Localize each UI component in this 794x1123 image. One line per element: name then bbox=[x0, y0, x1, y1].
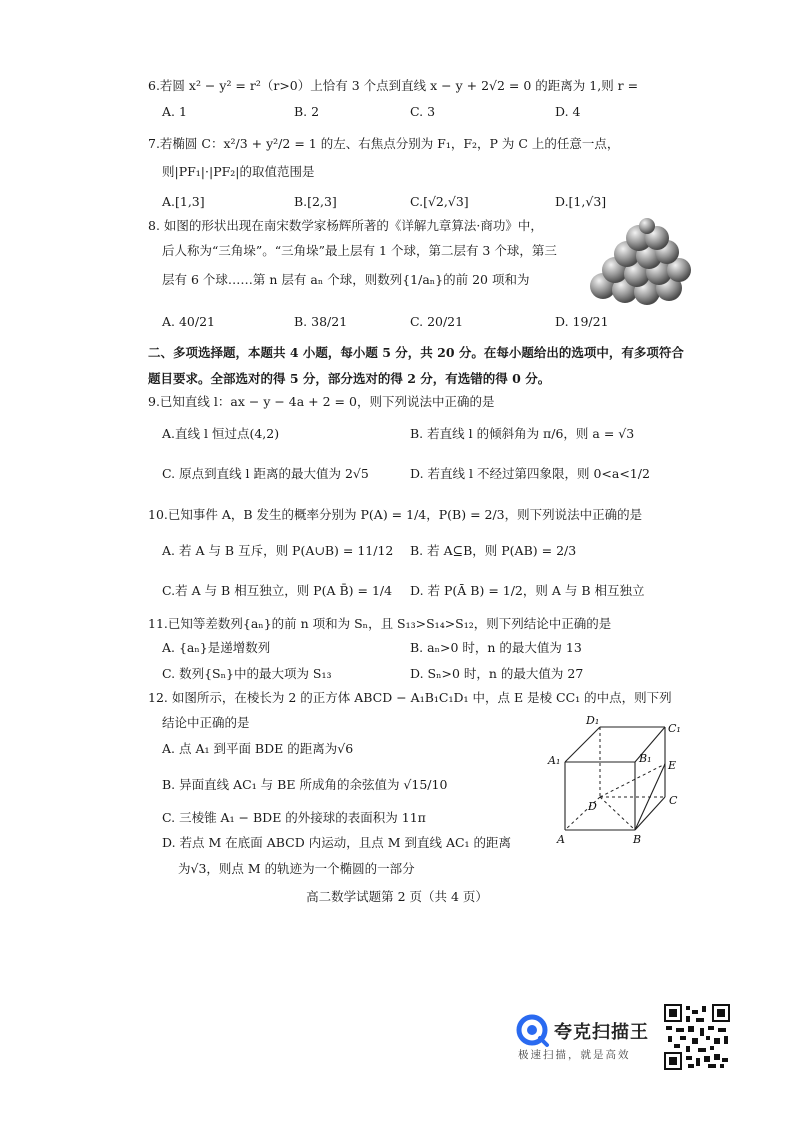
q12-option-d-line1: D. 若点 M 在底面 ABCD 内运动，且点 M 到直线 AC₁ 的距离 bbox=[162, 835, 512, 850]
cube-label-c: C bbox=[669, 794, 678, 807]
q12-option-a: A. 点 A₁ 到平面 BDE 的距离为√6 bbox=[162, 741, 354, 756]
cube-label-e: E bbox=[668, 759, 677, 772]
q6-option-d: D. 4 bbox=[555, 104, 581, 119]
q7-option-d: D.[1,√3] bbox=[555, 194, 607, 209]
cube-label-d: D bbox=[588, 800, 597, 813]
q8-option-a: A. 40/21 bbox=[162, 314, 215, 329]
q6-option-a: A. 1 bbox=[162, 104, 187, 119]
q8-option-b: B. 38/21 bbox=[294, 314, 348, 329]
cube-label-b1: B₁ bbox=[639, 752, 652, 765]
q6-option-b: B. 2 bbox=[294, 104, 320, 119]
q8-stem-line3: 层有 6 个球……第 n 层有 aₙ 个球，则数列{1/aₙ}的前 20 项和为 bbox=[162, 272, 530, 287]
q8-option-d: D. 19/21 bbox=[555, 314, 609, 329]
q7-option-a: A.[1,3] bbox=[162, 194, 205, 209]
cube-label-c1: C₁ bbox=[668, 722, 681, 735]
q11-option-d: D. Sₙ>0 时，n 的最大值为 27 bbox=[410, 666, 584, 681]
q7-option-b: B.[2,3] bbox=[294, 194, 337, 209]
cube-figure bbox=[540, 712, 690, 847]
q6-option-c: C. 3 bbox=[410, 104, 436, 119]
q11-stem: 11.已知等差数列{aₙ}的前 n 项和为 Sₙ，且 S₁₃>S₁₄>S₁₂，则下列结论中正确的是 bbox=[148, 616, 612, 631]
section2-header-line2: 题目要求。全部选对的得 5 分，部分选对的得 2 分，有选错的得 0 分。 bbox=[148, 371, 551, 386]
q6-stem: 6.若圆 x² − y² = r²（r>0）上恰有 3 个点到直线 x − y + 2√2 = 0 的距离为 1,则 r = bbox=[148, 78, 639, 93]
scanner-brand-name: 夸克扫描王 bbox=[554, 1022, 649, 1043]
q7-stem-line1: 7.若椭圆 C：x²/3 + y²/2 = 1 的左、右焦点分别为 F₁，F₂，P 为 C 上的任意一点， bbox=[148, 136, 620, 151]
q11-option-b: B. aₙ>0 时，n 的最大值为 13 bbox=[410, 640, 582, 655]
cube-label-a1: A₁ bbox=[548, 754, 561, 767]
q12-option-b: B. 异面直线 AC₁ 与 BE 所成角的余弦值为 √15/10 bbox=[162, 777, 448, 792]
q7-stem-line2: 则|PF₁|·|PF₂|的取值范围是 bbox=[162, 164, 315, 179]
scanner-watermark bbox=[512, 1012, 662, 1068]
q9-option-d: D. 若直线 l 不经过第四象限，则 0<a<1/2 bbox=[410, 466, 650, 481]
q11-option-c: C. 数列{Sₙ}中的最大项为 S₁₃ bbox=[162, 666, 332, 681]
q10-option-b: B. 若 A⊆B，则 P(AB) = 2/3 bbox=[410, 543, 577, 558]
q12-option-d-line2: 为√3，则点 M 的轨迹为一个椭圆的一部分 bbox=[178, 861, 415, 876]
q10-option-a: A. 若 A 与 B 互斥，则 P(A∪B) = 11/12 bbox=[162, 543, 394, 558]
q9-option-b: B. 若直线 l 的倾斜角为 π/6，则 a = √3 bbox=[410, 426, 635, 441]
q8-stem-line1: 8. 如图的形状出现在南宋数学家杨辉所著的《详解九章算法·商功》中， bbox=[148, 218, 543, 233]
cube-label-a: A bbox=[557, 833, 565, 846]
q9-option-a: A.直线 l 恒过点(4,2) bbox=[162, 426, 280, 441]
q10-option-d: D. 若 P(Ā B) = 1/2，则 A 与 B 相互独立 bbox=[410, 583, 645, 598]
q12-option-c: C. 三棱锥 A₁ − BDE 的外接球的表面积为 11π bbox=[162, 810, 426, 825]
section2-header-line1: 二、多项选择题，本题共 4 小题，每小题 5 分，共 20 分。在每小题给出的选项中，有多项符合 bbox=[148, 345, 684, 360]
q9-stem: 9.已知直线 l：ax − y − 4a + 2 = 0，则下列说法中正确的是 bbox=[148, 394, 495, 409]
q10-stem: 10.已知事件 A，B 发生的概率分别为 P(A) = 1/4，P(B) = 2/3，则下列说法中正确的是 bbox=[148, 507, 643, 522]
cube-label-d1: D₁ bbox=[586, 714, 600, 727]
scanner-logo-icon bbox=[512, 1012, 552, 1052]
q8-stem-line2: 后人称为“三角垛”。“三角垛”最上层有 1 个球，第二层有 3 个球，第三 bbox=[162, 243, 557, 258]
cube-label-b: B bbox=[633, 833, 642, 846]
page-footer: 高二数学试题第 2 页（共 4 页） bbox=[306, 889, 488, 904]
q9-option-c: C. 原点到直线 l 距离的最大值为 2√5 bbox=[162, 466, 369, 481]
q10-option-c: C.若 A 与 B 相互独立，则 P(A B̄) = 1/4 bbox=[162, 583, 393, 598]
qr-code-icon bbox=[664, 1004, 730, 1070]
triangular-ball-pile-icon bbox=[585, 218, 695, 308]
q7-option-c: C.[√2,√3] bbox=[410, 194, 469, 209]
q12-stem-line1: 12. 如图所示，在棱长为 2 的正方体 ABCD − A₁B₁C₁D₁ 中，点 E 是棱 CC₁ 的中点，则下列 bbox=[148, 690, 672, 705]
q11-option-a: A. {aₙ}是递增数列 bbox=[162, 640, 271, 655]
q8-option-c: C. 20/21 bbox=[410, 314, 464, 329]
scanner-brand-slogan: 极速扫描，就是高效 bbox=[518, 1049, 631, 1061]
q12-stem-line2: 结论中正确的是 bbox=[162, 715, 250, 730]
